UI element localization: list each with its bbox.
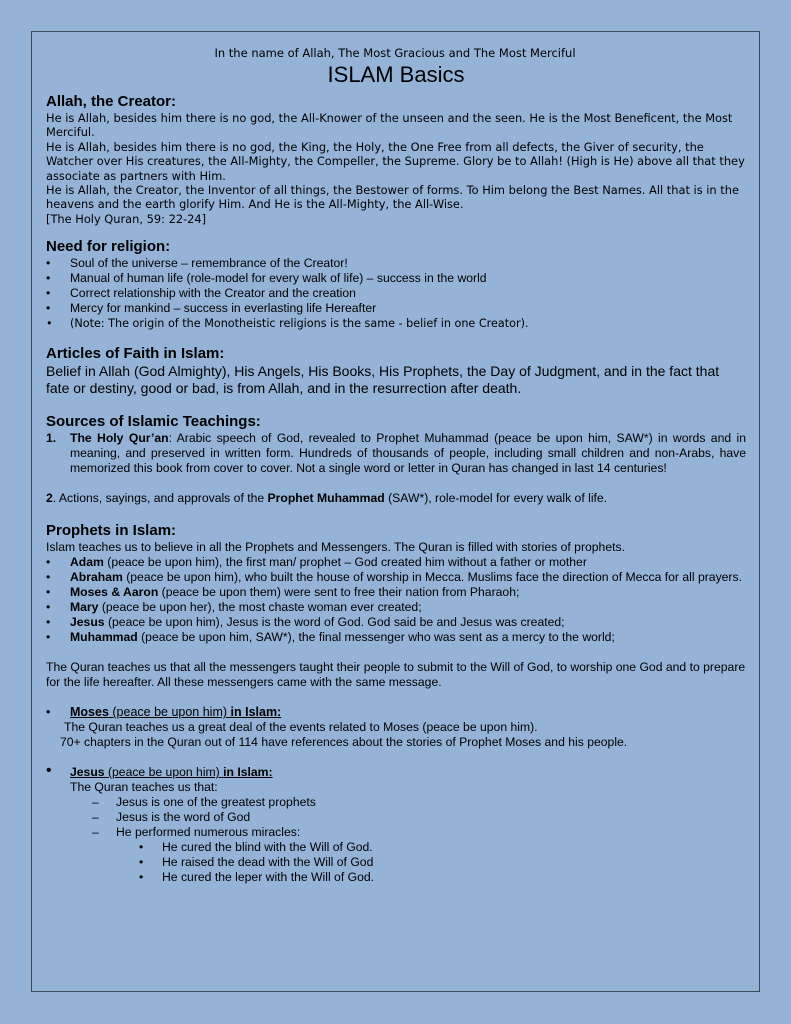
prophets-list xyxy=(46,555,746,645)
list-item xyxy=(46,600,746,615)
subsection-heading xyxy=(46,705,746,720)
heading-pbuh: (peace be upon him) xyxy=(108,705,231,720)
paragraph: He is Allah, besides him there is no god, the King, the Holy, the One Free from all defects, the Giver of security, the Watcher over His creatures, the All-Mighty, the Compeller, the Supreme. Glory be to Allah! (High is He) above all that they associate as partners with Him. xyxy=(46,139,745,183)
list-item: • He raised the dead with the Will of God xyxy=(46,855,746,870)
section-jesus xyxy=(46,764,746,885)
list-item xyxy=(46,555,746,570)
paragraph: He is Allah, the Creator, the Inventor of all things, the Bestower of forms. To Him belong the Best Names. All that is in the heavens and the earth glorify Him. And He is the All-Mighty, the All-Wise. xyxy=(46,183,739,212)
source-item-prophet xyxy=(46,491,746,506)
paragraph: The Quran teaches us that: xyxy=(70,780,218,795)
section-moses xyxy=(46,705,746,750)
list-item: – He performed numerous miracles: xyxy=(46,825,746,840)
section-heading: Sources of Islamic Teachings: xyxy=(46,413,261,431)
heading-name: Moses xyxy=(70,705,109,720)
source-item-quran xyxy=(46,431,746,476)
item-number: 2 xyxy=(46,491,53,506)
bullet-icon: • xyxy=(46,762,52,780)
section-heading: Allah, the Creator: xyxy=(46,93,177,110)
list-item: • (Note: The origin of the Monotheistic religions is the same - belief in one Creator). xyxy=(46,316,746,331)
religion-list xyxy=(46,256,746,331)
heading-name: Jesus xyxy=(70,765,105,780)
section-creator xyxy=(46,92,746,226)
item-title: The Holy Qur’an xyxy=(70,431,169,446)
prophet-desc: (peace be upon him, SAW*), the final messenger who was sent as a mercy to the world; xyxy=(137,630,615,645)
list-item xyxy=(46,630,746,645)
section-sources xyxy=(46,412,746,506)
heading-suffix: in Islam: xyxy=(223,765,273,780)
list-item: • He cured the leper with the Will of God. xyxy=(46,870,746,885)
heading-pbuh: (peace be upon him) xyxy=(104,765,224,780)
page-title: ISLAM Basics xyxy=(327,62,465,87)
paragraph: Belief in Allah (God Almighty), His Angels, His Books, His Prophets, the Day of Judgment, and in the fact that fate or destiny, good or bad, is from Allah, and in the resurrection after death. xyxy=(46,363,720,397)
quran-reference: [The Holy Quran, 59: 22-24] xyxy=(46,211,207,226)
paragraph: The Quran teaches us that all the messengers taught their people to submit to the Will of God, to worship one God and to prepare for the life hereafter. All these messengers came with the same message. xyxy=(46,660,746,690)
paragraph: Islam teaches us to believe in all the Prophets and Messengers. The Quran is filled with stories of prophets. xyxy=(46,540,625,555)
list-item: • Soul of the universe – remembrance of the Creator! xyxy=(46,256,746,271)
list-item: • He cured the blind with the Will of God. xyxy=(46,840,746,855)
list-item: – Jesus is one of the greatest prophets xyxy=(46,795,746,810)
list-item: • Manual of human life (role-model for every walk of life) – success in the world xyxy=(46,271,746,286)
list-item: – Jesus is the word of God xyxy=(46,810,746,825)
prophet-name: Moses & Aaron xyxy=(70,585,159,600)
list-item xyxy=(46,570,746,585)
paragraph: He is Allah, besides him there is no god, the All-Knower of the unseen and the seen. He is the Most Beneficent, the Most Merciful. xyxy=(46,111,733,140)
prophet-name: Adam xyxy=(70,555,104,570)
section-religion xyxy=(46,237,746,331)
item-text: : Arabic speech of God, revealed to Prophet Muhammad (peace be upon him, SAW*) in words and in meaning, and preserved in written form. Hundreds of thousands of people, including small children and non-Arabs, have memorized this book from cover to cover. Not a single word or letter in Quran has changed in last 14 centuries! xyxy=(70,431,746,476)
section-heading: Prophets in Islam: xyxy=(46,522,177,540)
item-text: . Actions, sayings, and approvals of the xyxy=(52,491,268,506)
prophet-desc: (peace be upon her), the most chaste woman ever created; xyxy=(98,600,422,615)
prophet-desc: (peace be upon him), the first man/ prophet – God created him without a father or mother xyxy=(103,555,587,570)
list-item: • Mercy for mankind – success in everlasting life Hereafter xyxy=(46,301,746,316)
jesus-points xyxy=(46,795,746,840)
paragraph: 70+ chapters in the Quran out of 114 have references about the stories of Prophet Moses and his people. xyxy=(60,735,628,750)
section-faith xyxy=(46,344,746,397)
bismillah-line: In the name of Allah, The Most Gracious and The Most Merciful xyxy=(214,46,576,60)
paragraph: The Quran teaches us a great deal of the events related to Moses (peace be upon him). xyxy=(64,720,538,735)
prophet-desc: (peace be upon him), Jesus is the word of God. God said be and Jesus was created; xyxy=(104,615,565,630)
prophet-name: Mary xyxy=(70,600,99,615)
prophet-name: Muhammad xyxy=(70,630,138,645)
document-body xyxy=(46,44,746,885)
list-item xyxy=(46,585,746,600)
heading-suffix: in Islam: xyxy=(230,705,282,720)
miracles-list xyxy=(46,840,746,885)
list-item xyxy=(46,615,746,630)
item-title: Prophet Muhammad xyxy=(267,491,385,506)
section-prophets xyxy=(46,521,746,690)
list-item: • Correct relationship with the Creator and the creation xyxy=(46,286,746,301)
prophet-desc: (peace be upon them) were sent to free their nation from Pharaoh; xyxy=(158,585,520,600)
section-heading: Articles of Faith in Islam: xyxy=(46,345,225,363)
moses-heading-list xyxy=(46,705,746,720)
prophet-name: Abraham xyxy=(70,570,123,585)
item-number: 1. xyxy=(46,431,57,446)
prophet-desc: (peace be upon him), who built the house of worship in Mecca. Muslims face the direction of Mecca for all prayers. xyxy=(122,570,742,585)
prophet-name: Jesus xyxy=(70,615,105,630)
section-heading: Need for religion: xyxy=(46,238,171,256)
subsection-heading xyxy=(46,764,746,780)
item-text: (SAW*), role-model for every walk of life. xyxy=(384,491,608,506)
